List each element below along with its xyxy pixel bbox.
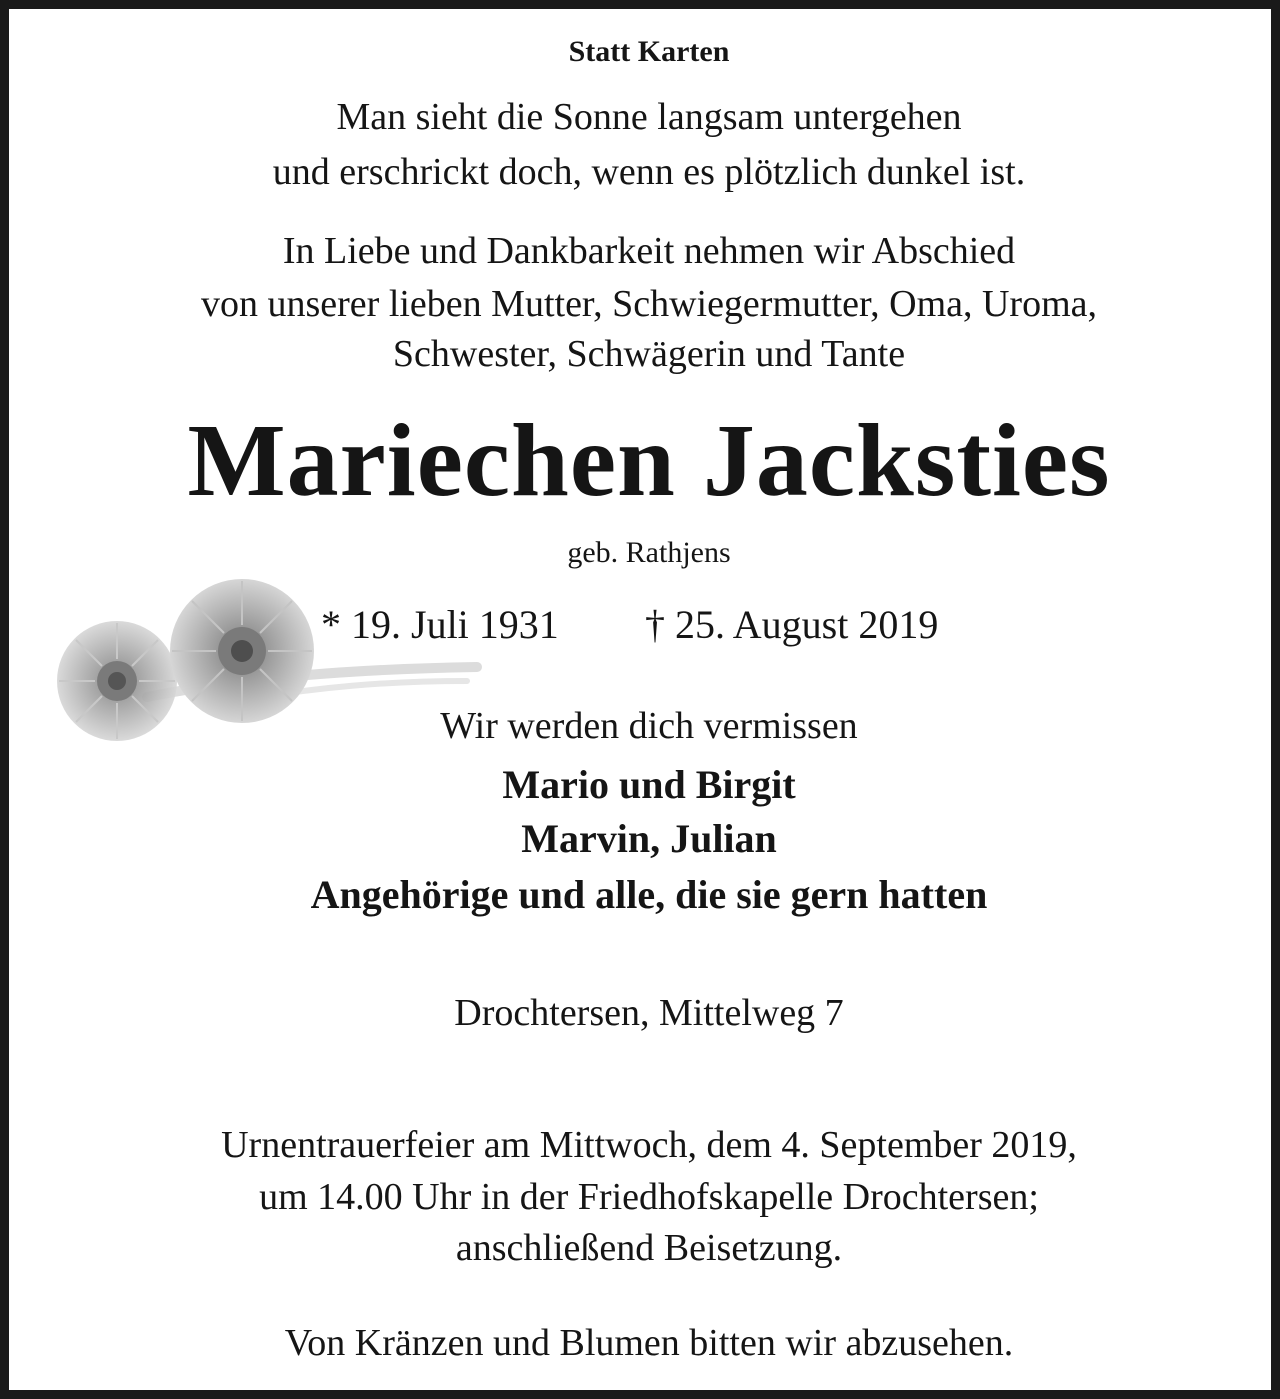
poem-line-1: Man sieht die Sonne langsam untergehen	[336, 96, 962, 138]
intro-line-2: von unserer lieben Mutter, Schwiegermutter, Oma, Uroma,	[200, 283, 1098, 325]
family-line-2: Marvin, Julian	[521, 816, 777, 861]
service-line-2: um 14.00 Uhr in der Friedhofskapelle Drochtersen;	[259, 1176, 1039, 1218]
closing-request: Von Kränzen und Blumen bitten wir abzusehen.	[284, 1322, 1014, 1364]
birth-name: geb. Rathjens	[567, 536, 731, 569]
miss-line: Wir werden dich vermissen	[440, 705, 858, 747]
service-line-3: anschließend Beisetzung.	[455, 1227, 843, 1269]
address: Drochtersen, Mittelweg 7	[454, 992, 844, 1034]
intro-line-1: In Liebe und Dankbarkeit nehmen wir Abschied	[282, 230, 1016, 272]
life-dates	[9, 601, 1280, 651]
birth-date: * 19. Juli 1931	[321, 602, 559, 647]
poem-line-2: und erschrickt doch, wenn es plötzlich dunkel ist.	[272, 151, 1026, 193]
deceased-name: Mariechen Jacksties	[187, 403, 1111, 518]
intro-line-3: Schwester, Schwägerin und Tante	[392, 333, 906, 375]
family-line-3: Angehörige und alle, die sie gern hatten	[310, 872, 988, 917]
header-statt-karten: Statt Karten	[568, 35, 730, 68]
death-date: † 25. August 2019	[645, 602, 939, 647]
family-line-1: Mario und Birgit	[502, 762, 796, 807]
service-line-1: Urnentrauerfeier am Mittwoch, dem 4. September 2019,	[221, 1124, 1077, 1166]
